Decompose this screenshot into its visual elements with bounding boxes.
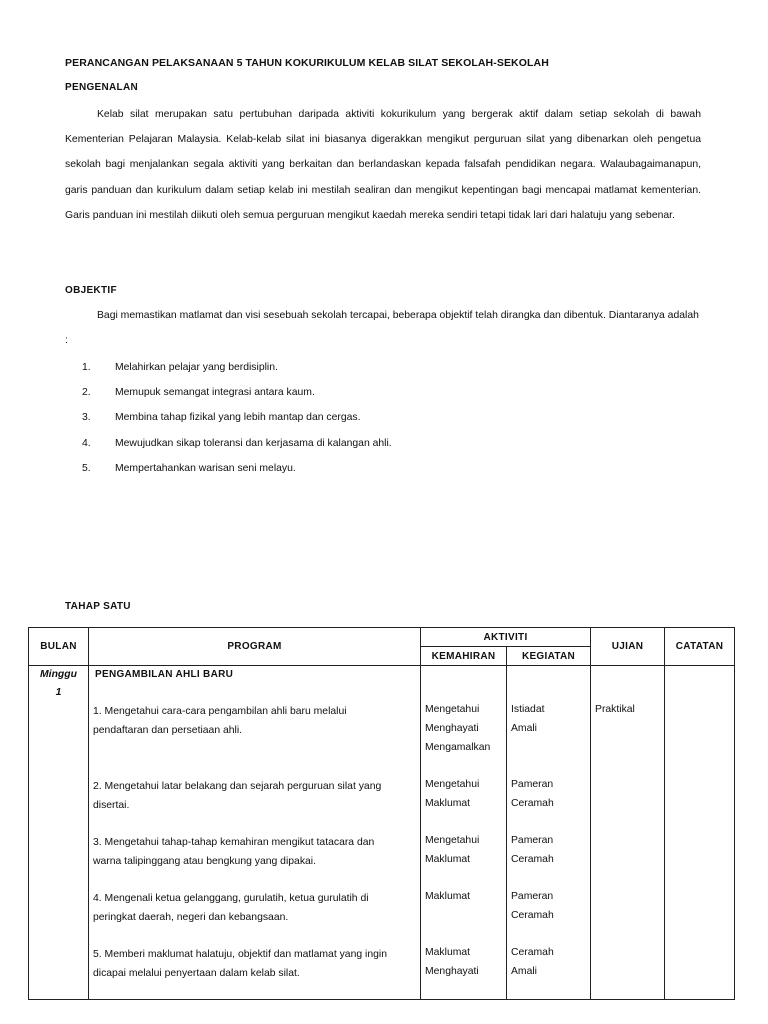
- skill-item: Mengamalkan: [425, 742, 491, 753]
- skill-item: Mengetahui: [425, 779, 480, 790]
- activity-item: Pameran: [511, 779, 554, 790]
- objective-number: 3.: [82, 412, 91, 424]
- objective-item: [65, 456, 392, 481]
- objective-number: 1.: [82, 362, 91, 374]
- skill-item: Menghayati: [425, 966, 479, 977]
- objective-paragraph: Bagi memastikan matlamat dan visi sesebuah sekolah tercapai, beberapa objektif telah dirangka dan dibentuk. Diantaranya adalah :: [65, 310, 699, 346]
- activities-cell: [507, 666, 591, 1000]
- activity-item: Pameran: [511, 891, 554, 902]
- skill-item: Mengetahui: [425, 835, 480, 846]
- objective-number: 2.: [82, 387, 91, 399]
- section-title: PENGAMBILAN AHLI BARU: [95, 669, 234, 680]
- document-title: PERANCANGAN PELAKSANAAN 5 TAHUN KOKURIKULUM KELAB SILAT SEKOLAH-SEKOLAH: [65, 57, 549, 69]
- program-line: peringkat daerah, negeri dan kebangsaan.: [93, 912, 289, 923]
- activity-item: Istiadat: [511, 704, 545, 715]
- objective-item: [65, 355, 392, 380]
- objective-number: 4.: [82, 437, 91, 449]
- activity-item: Pameran: [511, 835, 554, 846]
- skill-item: Maklumat: [425, 891, 471, 902]
- program-line: 4. Mengenali ketua gelanggang, gurulatih, ketua gurulatih di: [93, 893, 369, 904]
- header-program: PROGRAM: [89, 628, 421, 666]
- intro-heading: PENGENALAN: [65, 82, 139, 93]
- objective-list: [65, 355, 392, 481]
- activity-item: Amali: [511, 966, 537, 977]
- test-value: Praktikal: [595, 704, 635, 715]
- skill-item: Menghayati: [425, 723, 479, 734]
- skill-item: Maklumat: [425, 798, 471, 809]
- objective-text: Mempertahankan warisan seni melayu.: [115, 462, 296, 474]
- header-ujian: UJIAN: [591, 628, 665, 666]
- header-bulan: BULAN: [29, 628, 89, 666]
- week-number: 1: [55, 687, 62, 698]
- objective-text: Membina tahap fizikal yang lebih mantap dan cergas.: [115, 412, 361, 424]
- skills-cell: [421, 666, 507, 1000]
- intro-paragraph: Kelab silat merupakan satu pertubuhan daripada aktiviti kokurikulum yang bergerak aktif dalam setiap sekolah di bawah Kementerian Pelajaran Malaysia. Kelab-kelab silat ini biasanya digerakkan mengikut perguruan silat yang dibenarkan oleh pengetua sekolah bagi menjalankan segala aktiviti yang berkaitan dan berlandaskan kepada falsafah pendidikan negara. Walaubagaimanapun, garis panduan dan kurikulum dalam setiap kelab ini mestilah sealiran dan mengikut kepentingan bagi mencapai matlamat kementerian. Garis panduan ini mestilah diikuti oleh semua perguruan mengikut kaedah mereka sendiri tetapi tidak lari dari halatuju yang sebenar.: [65, 109, 701, 221]
- objective-text: Memupuk semangat integrasi antara kaum.: [115, 387, 315, 399]
- week-label: Minggu: [40, 669, 77, 680]
- objective-item: [65, 380, 392, 405]
- objective-number: 5.: [82, 462, 91, 474]
- program-line: 2. Mengetahui latar belakang dan sejarah perguruan silat yang: [93, 781, 382, 792]
- header-kegiatan: KEGIATAN: [507, 647, 591, 666]
- objective-heading: OBJEKTIF: [65, 285, 117, 296]
- objective-text: Mewujudkan sikap toleransi dan kerjasama di kalangan ahli.: [115, 437, 392, 449]
- program-line: disertai.: [93, 800, 130, 811]
- activity-item: Ceramah: [511, 910, 554, 921]
- skill-item: Maklumat: [425, 854, 471, 865]
- program-line: 1. Mengetahui cara-cara pengambilan ahli baru melalui: [93, 706, 347, 717]
- skill-item: Maklumat: [425, 947, 471, 958]
- activity-item: Ceramah: [511, 798, 554, 809]
- objective-item: [65, 405, 392, 430]
- activity-item: Ceramah: [511, 947, 554, 958]
- header-aktiviti: AKTIVITI: [421, 628, 591, 647]
- stage-heading: TAHAP SATU: [65, 601, 131, 612]
- week-cell: [29, 666, 89, 1000]
- activity-item: Ceramah: [511, 854, 554, 865]
- test-cell: [591, 666, 665, 1000]
- program-line: 5. Memberi maklumat halatuju, objektif dan matlamat yang ingin: [93, 949, 387, 960]
- skill-item: Mengetahui: [425, 704, 480, 715]
- objective-item: [65, 431, 392, 456]
- header-catatan: CATATAN: [665, 628, 735, 666]
- program-table: [28, 627, 735, 1000]
- header-kemahiran: KEMAHIRAN: [421, 647, 507, 666]
- program-cell: [89, 666, 421, 1000]
- objective-text: Melahirkan pelajar yang berdisiplin.: [115, 362, 278, 374]
- program-line: dicapai melalui penyertaan dalam kelab silat.: [93, 968, 300, 979]
- table-row: [29, 666, 735, 1000]
- notes-cell: [665, 666, 735, 1000]
- program-line: pendaftaran dan persetiaan ahli.: [93, 725, 243, 736]
- program-line: warna talipinggang atau bengkung yang dipakai.: [93, 856, 316, 867]
- activity-item: Amali: [511, 723, 537, 734]
- program-line: 3. Mengetahui tahap-tahap kemahiran mengikut tatacara dan: [93, 837, 375, 848]
